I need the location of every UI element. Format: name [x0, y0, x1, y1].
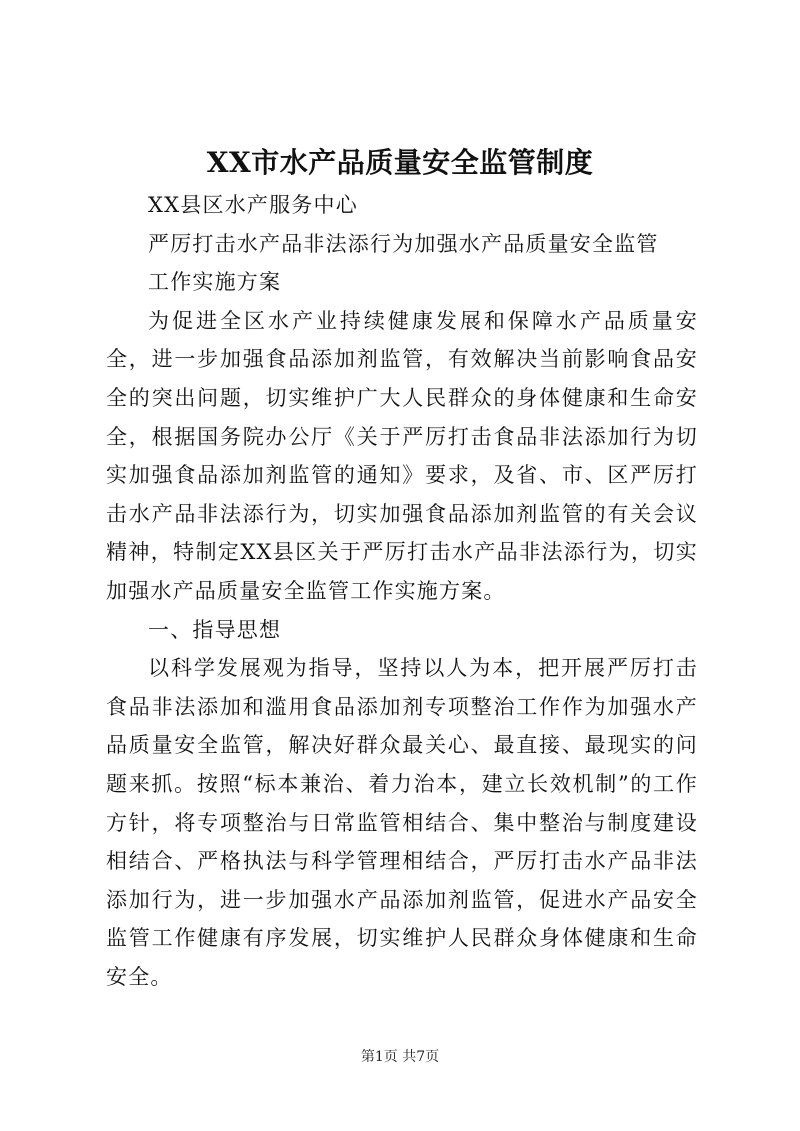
- document-title: XX市水产品质量安全监管制度: [206, 146, 594, 179]
- page-number: 第1页 共7页: [360, 1049, 440, 1065]
- paragraph-intro: 为促进全区水产业持续健康发展和保障水产品质量安全，进一步加强食品添加剂监管，有效解决当前影响食品安全的突出问题，切实维护广大人民群众的身体健康和生命安全，根据国务院办公厅《关于严厉打击食品非法添加行为切实加强食品添加剂监管的通知》要求，及省、市、区严厉打击水产品非法添行为，切实加强食品添加剂监管的有关会议精神，特制定XX县区关于严厉打击水产品非法添行为，切实加强水产品质量安全监管工作实施方案。: [106, 308, 698, 603]
- paragraph-plan-title-line2: 工作实施方案: [148, 270, 282, 295]
- paragraph-organization: XX县区水产服务中心: [148, 193, 358, 217]
- paragraph-guiding-ideology: 以科学发展观为指导，坚持以人为本，把开展严厉打击食品非法添加和滥用食品添加剂专项整治工作作为加强水产品质量安全监管，解决好群众最关心、最直接、最现实的问题来抓。按照“标本兼治、着力治本，建立长效机制”的工作方针，将专项整治与日常监管相结合、集中整治与制度建设相结合、严格执法与科学管理相结合，严厉打击水产品非法添加行为，进一步加强水产品添加剂监管，促进水产品安全监管工作健康有序发展，切实维护人民群众身体健康和生命安全。: [106, 656, 698, 989]
- document-body: [106, 186, 698, 996]
- paragraph-plan-title-line1: 严厉打击水产品非法添行为加强水产品质量安全监管: [148, 231, 659, 256]
- section-heading-guiding-ideology: 一、指导思想: [148, 617, 282, 642]
